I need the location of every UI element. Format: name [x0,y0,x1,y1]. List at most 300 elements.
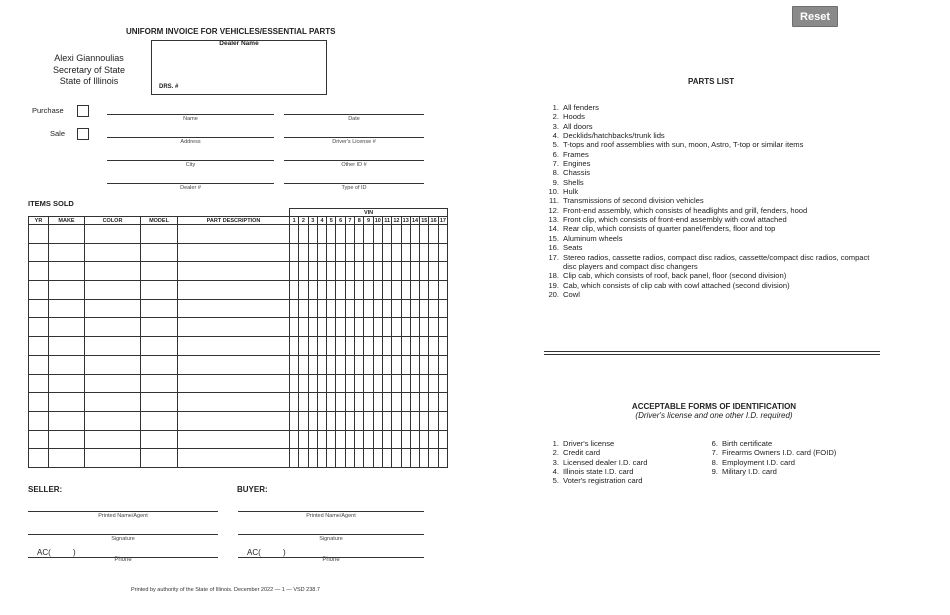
vin-cell[interactable] [299,299,308,318]
item-cell[interactable] [141,393,178,412]
name-field[interactable] [107,114,274,115]
item-cell[interactable] [141,318,178,337]
vin-cell[interactable] [373,411,382,430]
vin-cell[interactable] [392,411,401,430]
vin-cell[interactable] [355,299,364,318]
seller-signature-field[interactable] [28,534,218,535]
item-cell[interactable] [29,318,49,337]
vin-cell[interactable] [299,393,308,412]
vin-cell[interactable] [299,243,308,262]
item-cell[interactable] [49,281,85,300]
vin-cell[interactable] [429,411,438,430]
vin-cell[interactable] [317,281,326,300]
vin-cell[interactable] [355,393,364,412]
vin-cell[interactable] [401,243,410,262]
vin-cell[interactable] [290,243,299,262]
vin-cell[interactable] [401,411,410,430]
buyer-printed-name-field[interactable] [238,511,424,512]
item-cell[interactable] [178,393,290,412]
item-cell[interactable] [85,243,141,262]
vin-cell[interactable] [392,449,401,468]
item-cell[interactable] [49,337,85,356]
vin-cell[interactable] [355,430,364,449]
vin-cell[interactable] [382,374,391,393]
vin-cell[interactable] [382,281,391,300]
item-cell[interactable] [85,374,141,393]
vin-cell[interactable] [290,411,299,430]
vin-cell[interactable] [355,337,364,356]
vin-cell[interactable] [336,374,345,393]
vin-cell[interactable] [382,225,391,244]
item-cell[interactable] [49,355,85,374]
item-cell[interactable] [178,281,290,300]
vin-cell[interactable] [336,449,345,468]
item-cell[interactable] [29,393,49,412]
vin-cell[interactable] [327,449,336,468]
vin-cell[interactable] [382,411,391,430]
vin-cell[interactable] [364,318,373,337]
item-cell[interactable] [141,243,178,262]
vin-cell[interactable] [355,281,364,300]
vin-cell[interactable] [401,225,410,244]
vin-cell[interactable] [364,430,373,449]
vin-cell[interactable] [355,411,364,430]
address-field[interactable] [107,137,274,138]
vin-cell[interactable] [290,225,299,244]
vin-cell[interactable] [345,281,354,300]
vin-cell[interactable] [410,318,419,337]
vin-cell[interactable] [420,281,429,300]
vin-cell[interactable] [308,318,317,337]
vin-cell[interactable] [345,318,354,337]
vin-cell[interactable] [410,337,419,356]
item-cell[interactable] [29,299,49,318]
item-cell[interactable] [29,411,49,430]
seller-printed-name-field[interactable] [28,511,218,512]
vin-cell[interactable] [373,449,382,468]
vin-cell[interactable] [410,225,419,244]
vin-cell[interactable] [308,393,317,412]
vin-cell[interactable] [355,318,364,337]
vin-cell[interactable] [373,281,382,300]
vin-cell[interactable] [308,411,317,430]
vin-cell[interactable] [327,262,336,281]
item-cell[interactable] [49,318,85,337]
vin-cell[interactable] [382,449,391,468]
vin-cell[interactable] [299,430,308,449]
vin-cell[interactable] [327,281,336,300]
vin-cell[interactable] [336,243,345,262]
vin-cell[interactable] [299,374,308,393]
vin-cell[interactable] [299,281,308,300]
item-cell[interactable] [178,449,290,468]
vin-cell[interactable] [299,262,308,281]
vin-cell[interactable] [355,243,364,262]
vin-cell[interactable] [429,355,438,374]
vin-cell[interactable] [364,281,373,300]
vin-cell[interactable] [410,430,419,449]
vin-cell[interactable] [345,225,354,244]
vin-cell[interactable] [382,318,391,337]
vin-cell[interactable] [373,374,382,393]
vin-cell[interactable] [327,374,336,393]
item-cell[interactable] [141,262,178,281]
vin-cell[interactable] [336,262,345,281]
vin-cell[interactable] [364,411,373,430]
vin-cell[interactable] [290,318,299,337]
vin-cell[interactable] [420,393,429,412]
vin-cell[interactable] [410,411,419,430]
vin-cell[interactable] [308,449,317,468]
vin-cell[interactable] [336,411,345,430]
reset-button[interactable]: Reset [792,6,838,27]
vin-cell[interactable] [308,355,317,374]
vin-cell[interactable] [308,337,317,356]
item-cell[interactable] [49,299,85,318]
item-cell[interactable] [29,449,49,468]
vin-cell[interactable] [336,318,345,337]
vin-cell[interactable] [410,299,419,318]
vin-cell[interactable] [308,243,317,262]
vin-cell[interactable] [429,262,438,281]
vin-cell[interactable] [429,281,438,300]
item-cell[interactable] [85,262,141,281]
item-cell[interactable] [141,281,178,300]
vin-cell[interactable] [410,374,419,393]
vin-cell[interactable] [438,318,447,337]
vin-cell[interactable] [299,449,308,468]
item-cell[interactable] [29,430,49,449]
item-cell[interactable] [29,243,49,262]
vin-cell[interactable] [336,281,345,300]
vin-cell[interactable] [401,355,410,374]
item-cell[interactable] [49,430,85,449]
vin-cell[interactable] [290,281,299,300]
vin-cell[interactable] [336,355,345,374]
vin-cell[interactable] [438,299,447,318]
item-cell[interactable] [178,225,290,244]
vin-cell[interactable] [392,262,401,281]
item-cell[interactable] [178,411,290,430]
vin-cell[interactable] [364,374,373,393]
item-cell[interactable] [85,449,141,468]
vin-cell[interactable] [317,337,326,356]
vin-cell[interactable] [308,262,317,281]
other-id-field[interactable] [284,160,424,161]
vin-cell[interactable] [382,393,391,412]
item-cell[interactable] [178,318,290,337]
vin-cell[interactable] [299,225,308,244]
item-cell[interactable] [141,411,178,430]
vin-cell[interactable] [420,411,429,430]
vin-cell[interactable] [336,225,345,244]
vin-cell[interactable] [355,374,364,393]
item-cell[interactable] [29,337,49,356]
item-cell[interactable] [85,281,141,300]
vin-cell[interactable] [392,318,401,337]
vin-cell[interactable] [401,318,410,337]
vin-cell[interactable] [429,393,438,412]
vin-cell[interactable] [420,225,429,244]
item-cell[interactable] [29,225,49,244]
item-cell[interactable] [49,225,85,244]
vin-cell[interactable] [438,411,447,430]
vin-cell[interactable] [420,449,429,468]
vin-cell[interactable] [373,393,382,412]
vin-cell[interactable] [308,299,317,318]
vin-cell[interactable] [308,430,317,449]
item-cell[interactable] [178,337,290,356]
vin-cell[interactable] [401,262,410,281]
item-cell[interactable] [49,262,85,281]
vin-cell[interactable] [420,430,429,449]
vin-cell[interactable] [317,318,326,337]
vin-cell[interactable] [382,337,391,356]
vin-cell[interactable] [327,411,336,430]
vin-cell[interactable] [308,225,317,244]
vin-cell[interactable] [401,299,410,318]
vin-cell[interactable] [420,355,429,374]
vin-cell[interactable] [429,318,438,337]
dealer-name-field[interactable] [154,49,324,83]
vin-cell[interactable] [438,393,447,412]
item-cell[interactable] [29,355,49,374]
vin-cell[interactable] [392,225,401,244]
vin-cell[interactable] [364,337,373,356]
vin-cell[interactable] [438,225,447,244]
vin-cell[interactable] [299,318,308,337]
vin-cell[interactable] [438,243,447,262]
vin-cell[interactable] [317,393,326,412]
vin-cell[interactable] [317,243,326,262]
vin-cell[interactable] [438,449,447,468]
vin-cell[interactable] [373,243,382,262]
item-cell[interactable] [85,299,141,318]
vin-cell[interactable] [355,449,364,468]
vin-cell[interactable] [429,374,438,393]
vin-cell[interactable] [392,430,401,449]
city-field[interactable] [107,160,274,161]
vin-cell[interactable] [392,393,401,412]
vin-cell[interactable] [382,299,391,318]
vin-cell[interactable] [364,262,373,281]
vin-cell[interactable] [317,430,326,449]
vin-cell[interactable] [392,337,401,356]
vin-cell[interactable] [410,393,419,412]
vin-cell[interactable] [327,393,336,412]
item-cell[interactable] [29,374,49,393]
item-cell[interactable] [141,374,178,393]
vin-cell[interactable] [290,299,299,318]
vin-cell[interactable] [382,262,391,281]
item-cell[interactable] [49,243,85,262]
vin-cell[interactable] [429,225,438,244]
vin-cell[interactable] [299,411,308,430]
vin-cell[interactable] [373,318,382,337]
vin-cell[interactable] [382,243,391,262]
sale-checkbox[interactable] [77,128,89,140]
vin-cell[interactable] [290,262,299,281]
vin-cell[interactable] [345,449,354,468]
item-cell[interactable] [141,355,178,374]
vin-cell[interactable] [401,393,410,412]
vin-cell[interactable] [401,374,410,393]
vin-cell[interactable] [420,262,429,281]
item-cell[interactable] [49,393,85,412]
vin-cell[interactable] [317,299,326,318]
vin-cell[interactable] [345,411,354,430]
vin-cell[interactable] [317,449,326,468]
vin-cell[interactable] [364,225,373,244]
type-of-id-field[interactable] [284,183,424,184]
item-cell[interactable] [141,225,178,244]
vin-cell[interactable] [410,355,419,374]
vin-cell[interactable] [401,430,410,449]
vin-cell[interactable] [290,430,299,449]
vin-cell[interactable] [392,355,401,374]
vin-cell[interactable] [327,337,336,356]
vin-cell[interactable] [355,225,364,244]
vin-cell[interactable] [355,355,364,374]
vin-cell[interactable] [420,374,429,393]
dealer-number-field[interactable] [107,183,274,184]
vin-cell[interactable] [299,337,308,356]
vin-cell[interactable] [392,281,401,300]
buyer-signature-field[interactable] [238,534,424,535]
vin-cell[interactable] [392,299,401,318]
item-cell[interactable] [85,337,141,356]
item-cell[interactable] [178,430,290,449]
vin-cell[interactable] [364,449,373,468]
vin-cell[interactable] [317,411,326,430]
vin-cell[interactable] [429,299,438,318]
vin-cell[interactable] [336,337,345,356]
vin-cell[interactable] [438,337,447,356]
item-cell[interactable] [85,225,141,244]
item-cell[interactable] [178,299,290,318]
vin-cell[interactable] [364,243,373,262]
purchase-checkbox[interactable] [77,105,89,117]
vin-cell[interactable] [438,281,447,300]
vin-cell[interactable] [317,374,326,393]
vin-cell[interactable] [345,374,354,393]
vin-cell[interactable] [327,430,336,449]
vin-cell[interactable] [345,393,354,412]
vin-cell[interactable] [327,299,336,318]
vin-cell[interactable] [364,299,373,318]
vin-cell[interactable] [438,262,447,281]
vin-cell[interactable] [364,355,373,374]
item-cell[interactable] [49,374,85,393]
vin-cell[interactable] [327,355,336,374]
vin-cell[interactable] [429,449,438,468]
vin-cell[interactable] [410,243,419,262]
vin-cell[interactable] [401,337,410,356]
item-cell[interactable] [85,393,141,412]
vin-cell[interactable] [420,299,429,318]
vin-cell[interactable] [373,299,382,318]
vin-cell[interactable] [401,281,410,300]
vin-cell[interactable] [429,243,438,262]
vin-cell[interactable] [336,299,345,318]
vin-cell[interactable] [382,355,391,374]
item-cell[interactable] [85,318,141,337]
vin-cell[interactable] [345,243,354,262]
vin-cell[interactable] [345,262,354,281]
item-cell[interactable] [29,281,49,300]
vin-cell[interactable] [290,449,299,468]
vin-cell[interactable] [382,430,391,449]
item-cell[interactable] [85,430,141,449]
vin-cell[interactable] [290,374,299,393]
vin-cell[interactable] [317,262,326,281]
vin-cell[interactable] [401,449,410,468]
vin-cell[interactable] [392,374,401,393]
vin-cell[interactable] [429,430,438,449]
vin-cell[interactable] [345,337,354,356]
vin-cell[interactable] [308,281,317,300]
vin-cell[interactable] [345,430,354,449]
drivers-license-field[interactable] [284,137,424,138]
vin-cell[interactable] [290,355,299,374]
vin-cell[interactable] [345,299,354,318]
vin-cell[interactable] [420,337,429,356]
item-cell[interactable] [141,449,178,468]
item-cell[interactable] [178,374,290,393]
vin-cell[interactable] [336,430,345,449]
vin-cell[interactable] [290,337,299,356]
vin-cell[interactable] [373,225,382,244]
vin-cell[interactable] [373,355,382,374]
vin-cell[interactable] [308,374,317,393]
vin-cell[interactable] [410,449,419,468]
item-cell[interactable] [178,243,290,262]
vin-cell[interactable] [410,262,419,281]
item-cell[interactable] [141,430,178,449]
vin-cell[interactable] [373,262,382,281]
vin-cell[interactable] [438,430,447,449]
vin-cell[interactable] [373,337,382,356]
vin-cell[interactable] [392,243,401,262]
vin-cell[interactable] [373,430,382,449]
vin-cell[interactable] [327,243,336,262]
item-cell[interactable] [141,299,178,318]
date-field[interactable] [284,114,424,115]
item-cell[interactable] [141,337,178,356]
vin-cell[interactable] [420,243,429,262]
vin-cell[interactable] [438,374,447,393]
vin-cell[interactable] [420,318,429,337]
item-cell[interactable] [85,411,141,430]
vin-cell[interactable] [299,355,308,374]
vin-cell[interactable] [290,393,299,412]
item-cell[interactable] [29,262,49,281]
vin-cell[interactable] [327,318,336,337]
vin-cell[interactable] [317,355,326,374]
vin-cell[interactable] [317,225,326,244]
item-cell[interactable] [178,262,290,281]
vin-cell[interactable] [410,281,419,300]
item-cell[interactable] [49,449,85,468]
vin-cell[interactable] [364,393,373,412]
item-cell[interactable] [49,411,85,430]
vin-cell[interactable] [336,393,345,412]
vin-cell[interactable] [355,262,364,281]
vin-cell[interactable] [429,337,438,356]
vin-cell[interactable] [438,355,447,374]
vin-cell[interactable] [327,225,336,244]
vin-cell[interactable] [345,355,354,374]
